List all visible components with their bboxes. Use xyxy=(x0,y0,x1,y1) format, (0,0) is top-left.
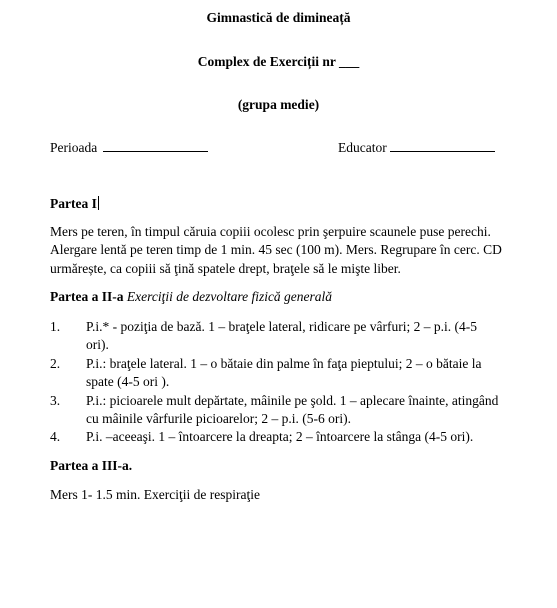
part3-heading-text: Partea a III-a xyxy=(50,458,129,473)
part1-heading-text: Partea I xyxy=(50,196,97,211)
list-text: P.i. –aceeaşi. 1 – întoarcere la dreapta; 2 – întoarcere la stânga (4-5 ori). xyxy=(86,429,474,445)
period-label: Perioada xyxy=(50,140,98,155)
list-text: P.i.* - poziţia de bază. 1 – braţele lateral, ridicare pe vârfuri; 2 – p.i. (4-5 ori). xyxy=(86,319,477,353)
list-item xyxy=(50,355,500,392)
document-subtitle: Complex de Exerciții nr ___ xyxy=(197,54,360,69)
list-text: P.i.: braţele lateral. 1 – o bătaie din palme în faţa pieptului; 2 – o bătaie la spate (4-5 ori ). xyxy=(86,355,482,390)
period-blank[interactable] xyxy=(103,139,208,152)
list-item xyxy=(50,428,500,446)
part2-heading xyxy=(50,289,332,305)
part3-text: Mers 1- 1.5 min. Exerciţii de respiraţie xyxy=(50,487,260,502)
part1-heading xyxy=(50,196,99,212)
educator-field[interactable] xyxy=(338,139,495,156)
list-item xyxy=(50,392,500,429)
list-number: 3. xyxy=(50,392,61,408)
document-title: Gimnastică de dimineață xyxy=(206,10,351,25)
part2-subtitle: Exerciţii de dezvoltare fizică generală xyxy=(126,289,333,304)
period-field[interactable] xyxy=(50,139,208,156)
text-cursor xyxy=(98,196,99,210)
exercise-list xyxy=(50,318,500,447)
part2-heading-text: Partea a II-a xyxy=(50,289,124,304)
educator-blank[interactable] xyxy=(390,139,495,152)
list-number: 4. xyxy=(50,429,61,445)
educator-label: Educator xyxy=(338,140,387,155)
list-text: P.i.: picioarele mult depărtate, mâinile pe şold. 1 – aplecare înainte, atingând cu mâinile vârfurile picioarelor; 2 – p.i. (5-6 ori). xyxy=(86,392,499,427)
list-item xyxy=(50,318,500,355)
list-number: 1. xyxy=(50,319,61,334)
part1-text: Mers pe teren, în timpul căruia copiii ocolesc prin şerpuire scaunele puse perechi. Alergare lentă pe teren timp de 1 min. 45 sec (100 m). Mers. Regrupare în cerc. CD urmărește, ca copiii să ţină spatele drept, braţele să le mişte liber. xyxy=(50,224,502,276)
group-label: (grupa medie) xyxy=(237,97,320,112)
part3-heading: Partea a III-a. xyxy=(50,458,133,473)
list-number: 2. xyxy=(50,355,61,371)
